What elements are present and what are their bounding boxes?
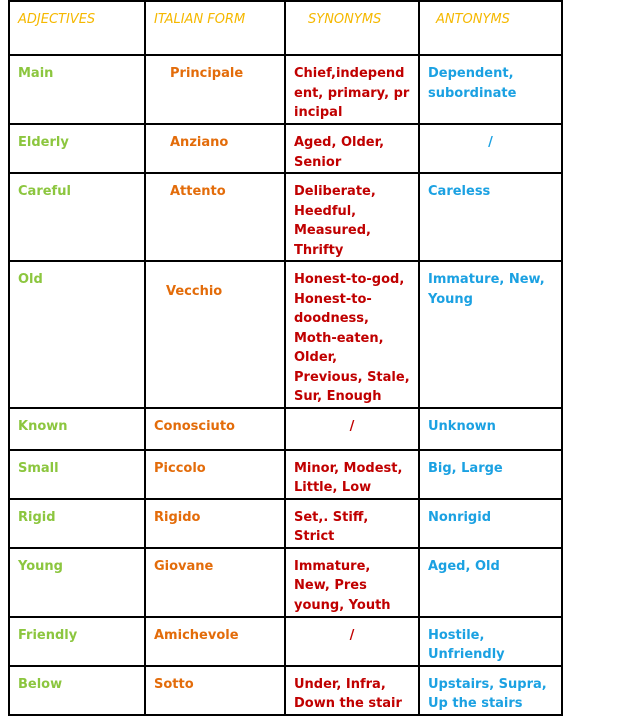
synonyms-cell: Aged, Older, Senior: [285, 124, 419, 173]
antonyms-cell: Big, Large: [419, 450, 562, 499]
antonyms-cell: Hostile, Unfriendly: [419, 617, 562, 666]
adjective-cell: Young: [9, 548, 145, 617]
header-row: [9, 1, 562, 55]
synonyms-cell: Chief,independent, primary, principal: [285, 55, 419, 124]
adjective-cell: Known: [9, 408, 145, 450]
antonyms-cell: /: [419, 124, 562, 173]
italian-cell: Piccolo: [145, 450, 285, 499]
table-row: [9, 499, 562, 548]
italian-cell: Rigido: [145, 499, 285, 548]
adjective-cell: Old: [9, 261, 145, 408]
table-row: [9, 450, 562, 499]
synonyms-cell: /: [285, 617, 419, 666]
synonyms-cell: /: [285, 408, 419, 450]
table-row: [9, 55, 562, 124]
synonyms-cell: Honest-to-god, Honest-to-doodness, Moth-eaten, Older, Previous, Stale, Sur, Enough: [285, 261, 419, 408]
table-row: [9, 548, 562, 617]
adjective-cell: Small: [9, 450, 145, 499]
antonyms-cell: Immature, New, Young: [419, 261, 562, 408]
antonyms-cell: Upstairs, Supra, Up the stairs: [419, 666, 562, 715]
synonyms-cell: Deliberate, Heedful, Measured, Thrifty: [285, 173, 419, 261]
adjective-cell: Careful: [9, 173, 145, 261]
adjective-cell: Friendly: [9, 617, 145, 666]
italian-cell: Vecchio: [145, 261, 285, 408]
synonyms-cell: Set,. Stiff, Strict: [285, 499, 419, 548]
italian-cell: Giovane: [145, 548, 285, 617]
italian-cell: Anziano: [145, 124, 285, 173]
adjective-cell: Main: [9, 55, 145, 124]
synonyms-cell: Minor, Modest, Little, Low: [285, 450, 419, 499]
antonyms-cell: Aged, Old: [419, 548, 562, 617]
table-row: [9, 408, 562, 450]
antonyms-cell: Nonrigid: [419, 499, 562, 548]
table-row: [9, 617, 562, 666]
italian-cell: Amichevole: [145, 617, 285, 666]
header-antonyms: ANTONYMS: [419, 1, 562, 55]
synonyms-cell: Immature, New, Pres young, Youth: [285, 548, 419, 617]
adjective-cell: Elderly: [9, 124, 145, 173]
adjective-cell: Below: [9, 666, 145, 715]
synonyms-cell: Under, Infra, Down the stair: [285, 666, 419, 715]
vocabulary-table: [8, 0, 563, 716]
header-synonyms: SYNONYMS: [285, 1, 419, 55]
italian-cell: Principale: [145, 55, 285, 124]
antonyms-cell: Dependent, subordinate: [419, 55, 562, 124]
table-row: [9, 124, 562, 173]
table-row: [9, 666, 562, 715]
header-adjectives: ADJECTIVES: [9, 1, 145, 55]
antonyms-cell: Unknown: [419, 408, 562, 450]
adjective-cell: Rigid: [9, 499, 145, 548]
italian-cell: Attento: [145, 173, 285, 261]
table-row: [9, 173, 562, 261]
header-italian-form: ITALIAN FORM: [145, 1, 285, 55]
antonyms-cell: Careless: [419, 173, 562, 261]
italian-cell: Conosciuto: [145, 408, 285, 450]
table-row: [9, 261, 562, 408]
italian-cell: Sotto: [145, 666, 285, 715]
